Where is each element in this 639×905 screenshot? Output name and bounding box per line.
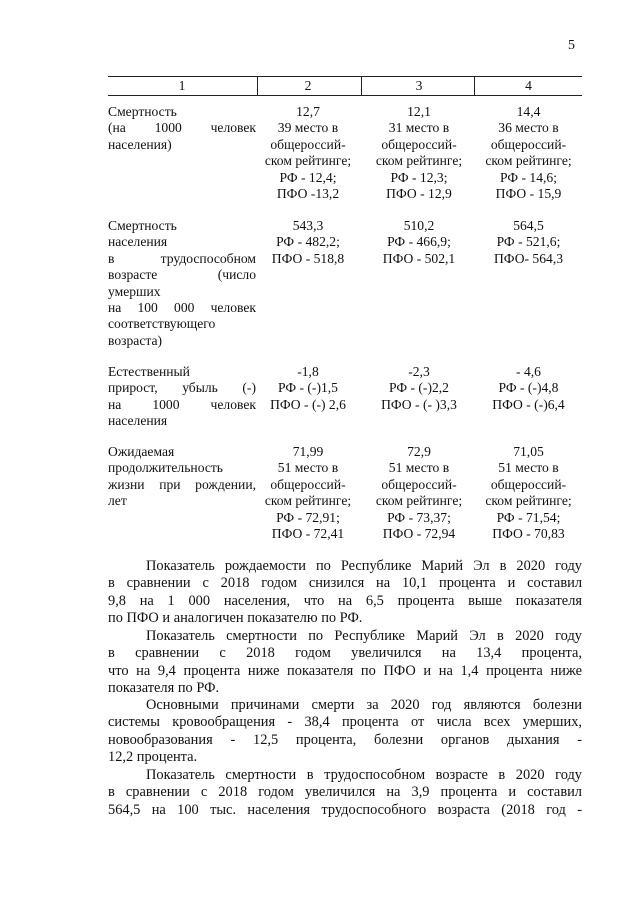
label-line: населения [108,234,168,250]
cell-line: ском рейтинге; [485,153,572,169]
cell-line: ском рейтинге; [375,153,463,169]
label-line: Естественный [108,364,190,379]
cell-line: 36 место в [498,120,559,136]
label-line: в трудоспособном [108,250,256,266]
paragraph-line: 9,8 на 1 000 населения, что на 6,5 процента выше показателя [108,592,582,609]
cell-line: 31 место в [388,120,450,136]
label-line: на 100 000 человек [108,300,256,316]
table-cell [363,444,475,542]
paragraph-line: Показатель смертности по Республике Марий Эл в 2020 году [146,628,582,644]
table-column-divider [474,77,475,95]
cell-line: 39 место в [277,120,339,136]
cell-line: -2,3 [408,364,430,379]
label-line: прирост, убыль (-) [108,380,256,396]
paragraph-line: 12,2 процента. [108,749,198,766]
table-header-row [108,76,582,96]
cell-line: 51 место в [277,460,339,476]
label-line: продолжительность [108,460,224,476]
cell-line: РФ - 73,37; [387,509,451,525]
cell-line: РФ - 12,4; [279,169,337,185]
table-header-cell: 4 [525,78,532,93]
cell-line: 543,3 [292,218,324,233]
paragraph [108,628,582,698]
cell-line: 12,1 [407,104,431,119]
paragraph-line: Показатель смертности в трудоспособном возрасте в 2020 году [146,767,582,783]
cell-line: - 4,6 [516,364,541,379]
table-cell [475,364,582,413]
cell-line: общероссий- [490,136,567,152]
table-cell [258,104,358,202]
cell-line: ПФО -13,2 [276,186,340,202]
table-cell [475,218,582,267]
label-line: возрасте (число [108,267,256,283]
table-cell [258,444,358,542]
paragraph-line: показателя по РФ. [108,680,220,697]
cell-line: ПФО - 70,83 [492,526,565,542]
cell-line: 510,2 [403,218,435,233]
cell-line: ПФО - (-) 2,6 [270,396,346,412]
table-column-divider [361,77,362,95]
label-line: Ожидаемая [108,444,175,459]
label-line: лет [108,493,127,509]
cell-line: ском рейтинге; [375,493,463,509]
cell-line: ПФО - 72,94 [382,526,456,542]
table-cell [363,218,475,267]
paragraph-line: Показатель рождаемости по Республике Марий Эл в 2020 году [146,558,582,574]
cell-line: 71,05 [513,444,544,459]
cell-line: РФ - 71,54; [496,509,561,525]
table-header-cell: 1 [178,78,186,93]
cell-line: общероссий- [270,136,346,152]
cell-line: ПФО - 518,8 [271,250,345,266]
table-cell [475,104,582,202]
table-cell [363,364,475,413]
cell-line: ПФО- 564,3 [493,250,564,266]
cell-line: РФ - 12,3; [390,169,448,185]
paragraph-line: в сравнении с 2018 годом увеличился на 3,9 процента и составил [108,784,582,801]
cell-line: ском рейтинге; [485,493,572,509]
cell-line: 12,7 [296,104,320,119]
table-cell [363,104,475,202]
cell-line: общероссий- [270,476,346,492]
paragraph-line: в сравнении с 2018 годом увеличился на 13,4 процента, [108,645,582,662]
cell-line: ПФО - (-)6,4 [492,396,565,412]
cell-line: ском рейтинге; [264,153,352,169]
cell-line: ском рейтинге; [264,493,352,509]
cell-line: РФ - 482,2; [276,234,340,250]
label-line: населения) [108,136,172,152]
label-line: (на 1000 человек [108,120,256,136]
cell-line: 14,4 [516,104,541,119]
label-line: жизни при рождении, [108,476,256,492]
label-line: Смертность [108,104,177,119]
cell-line: -1,8 [297,364,319,379]
cell-line: 564,5 [513,218,544,233]
table-cell [258,364,358,413]
cell-line: ПФО - (- )3,3 [381,396,457,412]
paragraph-line: в сравнении с 2018 годом снизился на 10,1 процента и составил [108,575,582,592]
paragraph-line: что на 9,4 процента ниже показателя по ПФО и на 1,4 процента ниже [108,662,582,679]
label-line: Смертность [108,218,177,233]
paragraph-line: 564,5 на 100 тыс. населения трудоспособного возраста (2018 год - [108,801,582,818]
cell-line: РФ - (-)4,8 [498,380,559,396]
paragraph-line: системы кровообращения - 38,4 процента от числа всех умерших, [108,714,582,731]
label-line: на 1000 человек [108,396,256,412]
label-line: соответствующего [108,316,216,332]
table-cell [258,218,358,267]
cell-line: РФ - 466,9; [387,234,451,250]
cell-line: РФ - (-)1,5 [278,380,338,396]
row-label [108,444,256,510]
row-label [108,364,256,430]
cell-line: общероссий- [490,476,567,492]
paragraph [108,558,582,628]
row-label [108,104,256,153]
cell-line: общероссий- [381,476,457,492]
cell-line: РФ - (-)2,2 [389,380,449,396]
cell-line: 51 место в [498,460,559,476]
cell-line: ПФО - 15,9 [495,186,562,202]
cell-line: 72,9 [407,444,431,459]
page-number: 5 [568,38,575,53]
label-line: умерших [108,283,161,299]
table-column-divider [257,77,258,95]
cell-line: РФ - 521,6; [496,234,561,250]
paragraph-line: новообразования - 12,5 процента, болезни органов дыхания - [108,731,582,748]
cell-line: ПФО - 72,41 [271,526,345,542]
label-line: населения [108,413,168,429]
paragraph-line: Основными причинами смерти за 2020 год являются болезни [146,697,582,713]
cell-line: 71,99 [292,444,324,459]
paragraph [108,767,582,819]
row-label [108,218,256,349]
cell-line: РФ - 14,6; [500,169,557,185]
cell-line: ПФО - 502,1 [382,250,456,266]
table-header-cell: 3 [415,78,423,93]
cell-line: РФ - 72,91; [276,509,340,525]
table-cell [475,444,582,542]
paragraph [108,697,582,767]
cell-line: общероссий- [381,136,457,152]
cell-line: ПФО - 12,9 [386,186,452,202]
cell-line: 51 место в [388,460,450,476]
label-line: возраста) [108,332,163,348]
paragraph-line: по ПФО и аналогичен показателю по РФ. [108,610,363,627]
table-header-cell: 2 [304,78,312,93]
